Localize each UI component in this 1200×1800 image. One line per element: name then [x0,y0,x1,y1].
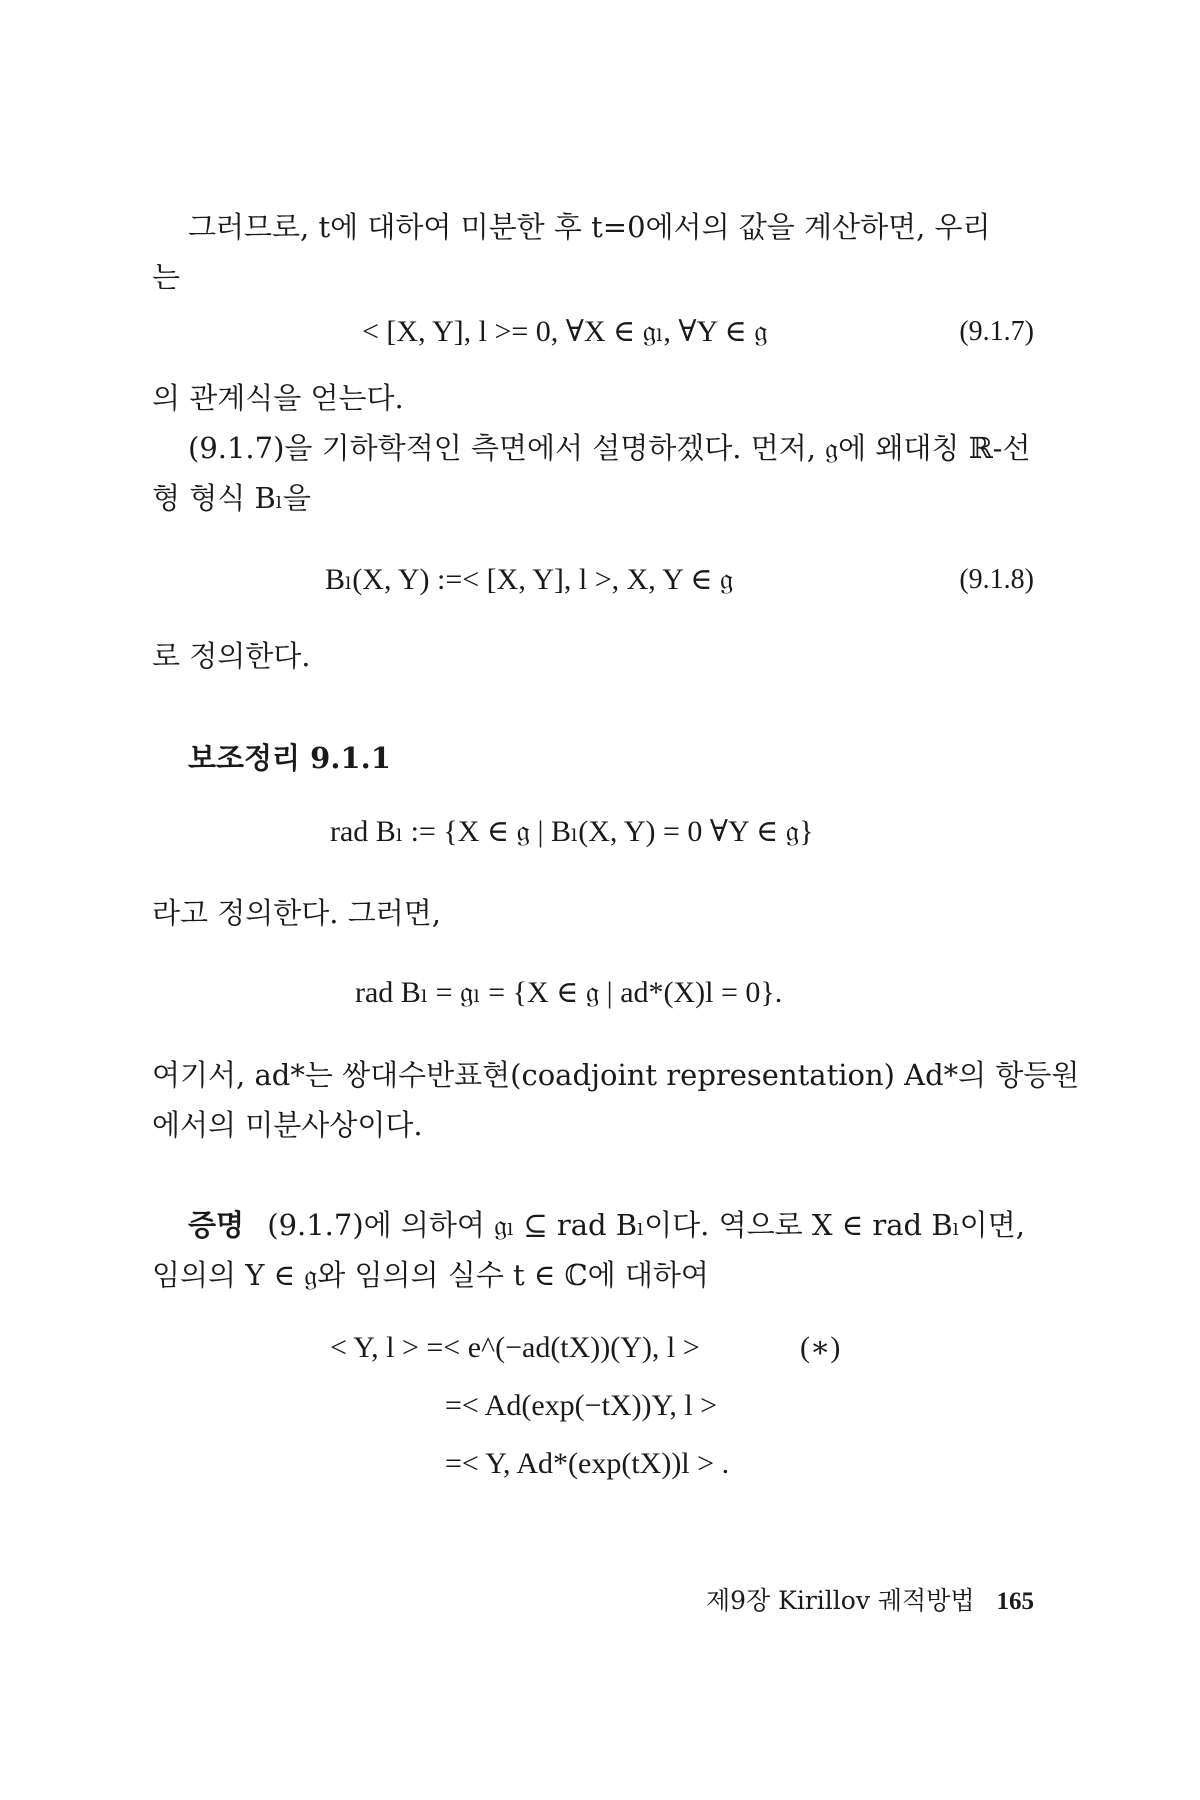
paragraph-line: 는 [152,260,181,294]
equation-star-line2: =< Ad(exp(−tX))Y, l > [445,1389,718,1422]
proof-text: (9.1.7)에 의하여 𝔤ₗ ⊆ rad Bₗ이다. 역으로 X ∈ rad Bₗ이면, [267,1208,1025,1242]
chapter-title: 제9장 Kirillov 궤적방법 [706,1586,975,1615]
equation-rad: rad Bₗ = 𝔤ₗ = {X ∈ 𝔤 | ad*(X)l = 0}. [355,976,783,1009]
paragraph-line: 그러므로, t에 대하여 미분한 후 t=0에서의 값을 계산하면, 우리 [188,210,991,244]
equation-star-line1: < Y, l > =< e^(−ad(tX))(Y), l > [330,1331,700,1364]
paragraph-line: 에서의 미분사상이다. [152,1108,423,1142]
lemma-title: 보조정리 9.1.1 [188,741,391,775]
paragraph-line: (9.1.7)을 기하학적인 측면에서 설명하겠다. 먼저, 𝔤에 왜대칭 ℝ-선 [188,431,1031,465]
paragraph-line: 임의의 Y ∈ 𝔤와 임의의 실수 t ∈ ℂ에 대하여 [152,1258,709,1292]
proof-label: 증명 [188,1208,245,1242]
page-number: 165 [996,1588,1034,1615]
equation-star-line3: =< Y, Ad*(exp(tX))l > . [445,1447,730,1480]
equation-number: (9.1.8) [959,564,1034,595]
paragraph-line: 의 관계식을 얻는다. [152,381,404,415]
equation-rad-definition: rad Bₗ := {X ∈ 𝔤 | Bₗ(X, Y) = 0 ∀Y ∈ 𝔤} [330,815,814,848]
equation-9-1-7: < [X, Y], l >= 0, ∀X ∈ 𝔤ₗ, ∀Y ∈ 𝔤 [362,315,768,348]
paragraph-line: 여기서, ad*는 쌍대수반표현(coadjoint representation) Ad*의 항등원 [152,1058,1080,1092]
equation-tag-star: (∗) [800,1331,841,1364]
proof-paragraph [188,1205,1025,1245]
paragraph-line: 라고 정의한다. 그러면, [152,896,441,930]
page-footer [706,1583,1034,1620]
equation-9-1-8: Bₗ(X, Y) :=< [X, Y], l >, X, Y ∈ 𝔤 [325,563,734,596]
paragraph-line: 형 형식 Bₗ을 [152,481,311,515]
equation-number: (9.1.7) [959,316,1034,347]
paragraph-line: 로 정의한다. [152,639,311,673]
